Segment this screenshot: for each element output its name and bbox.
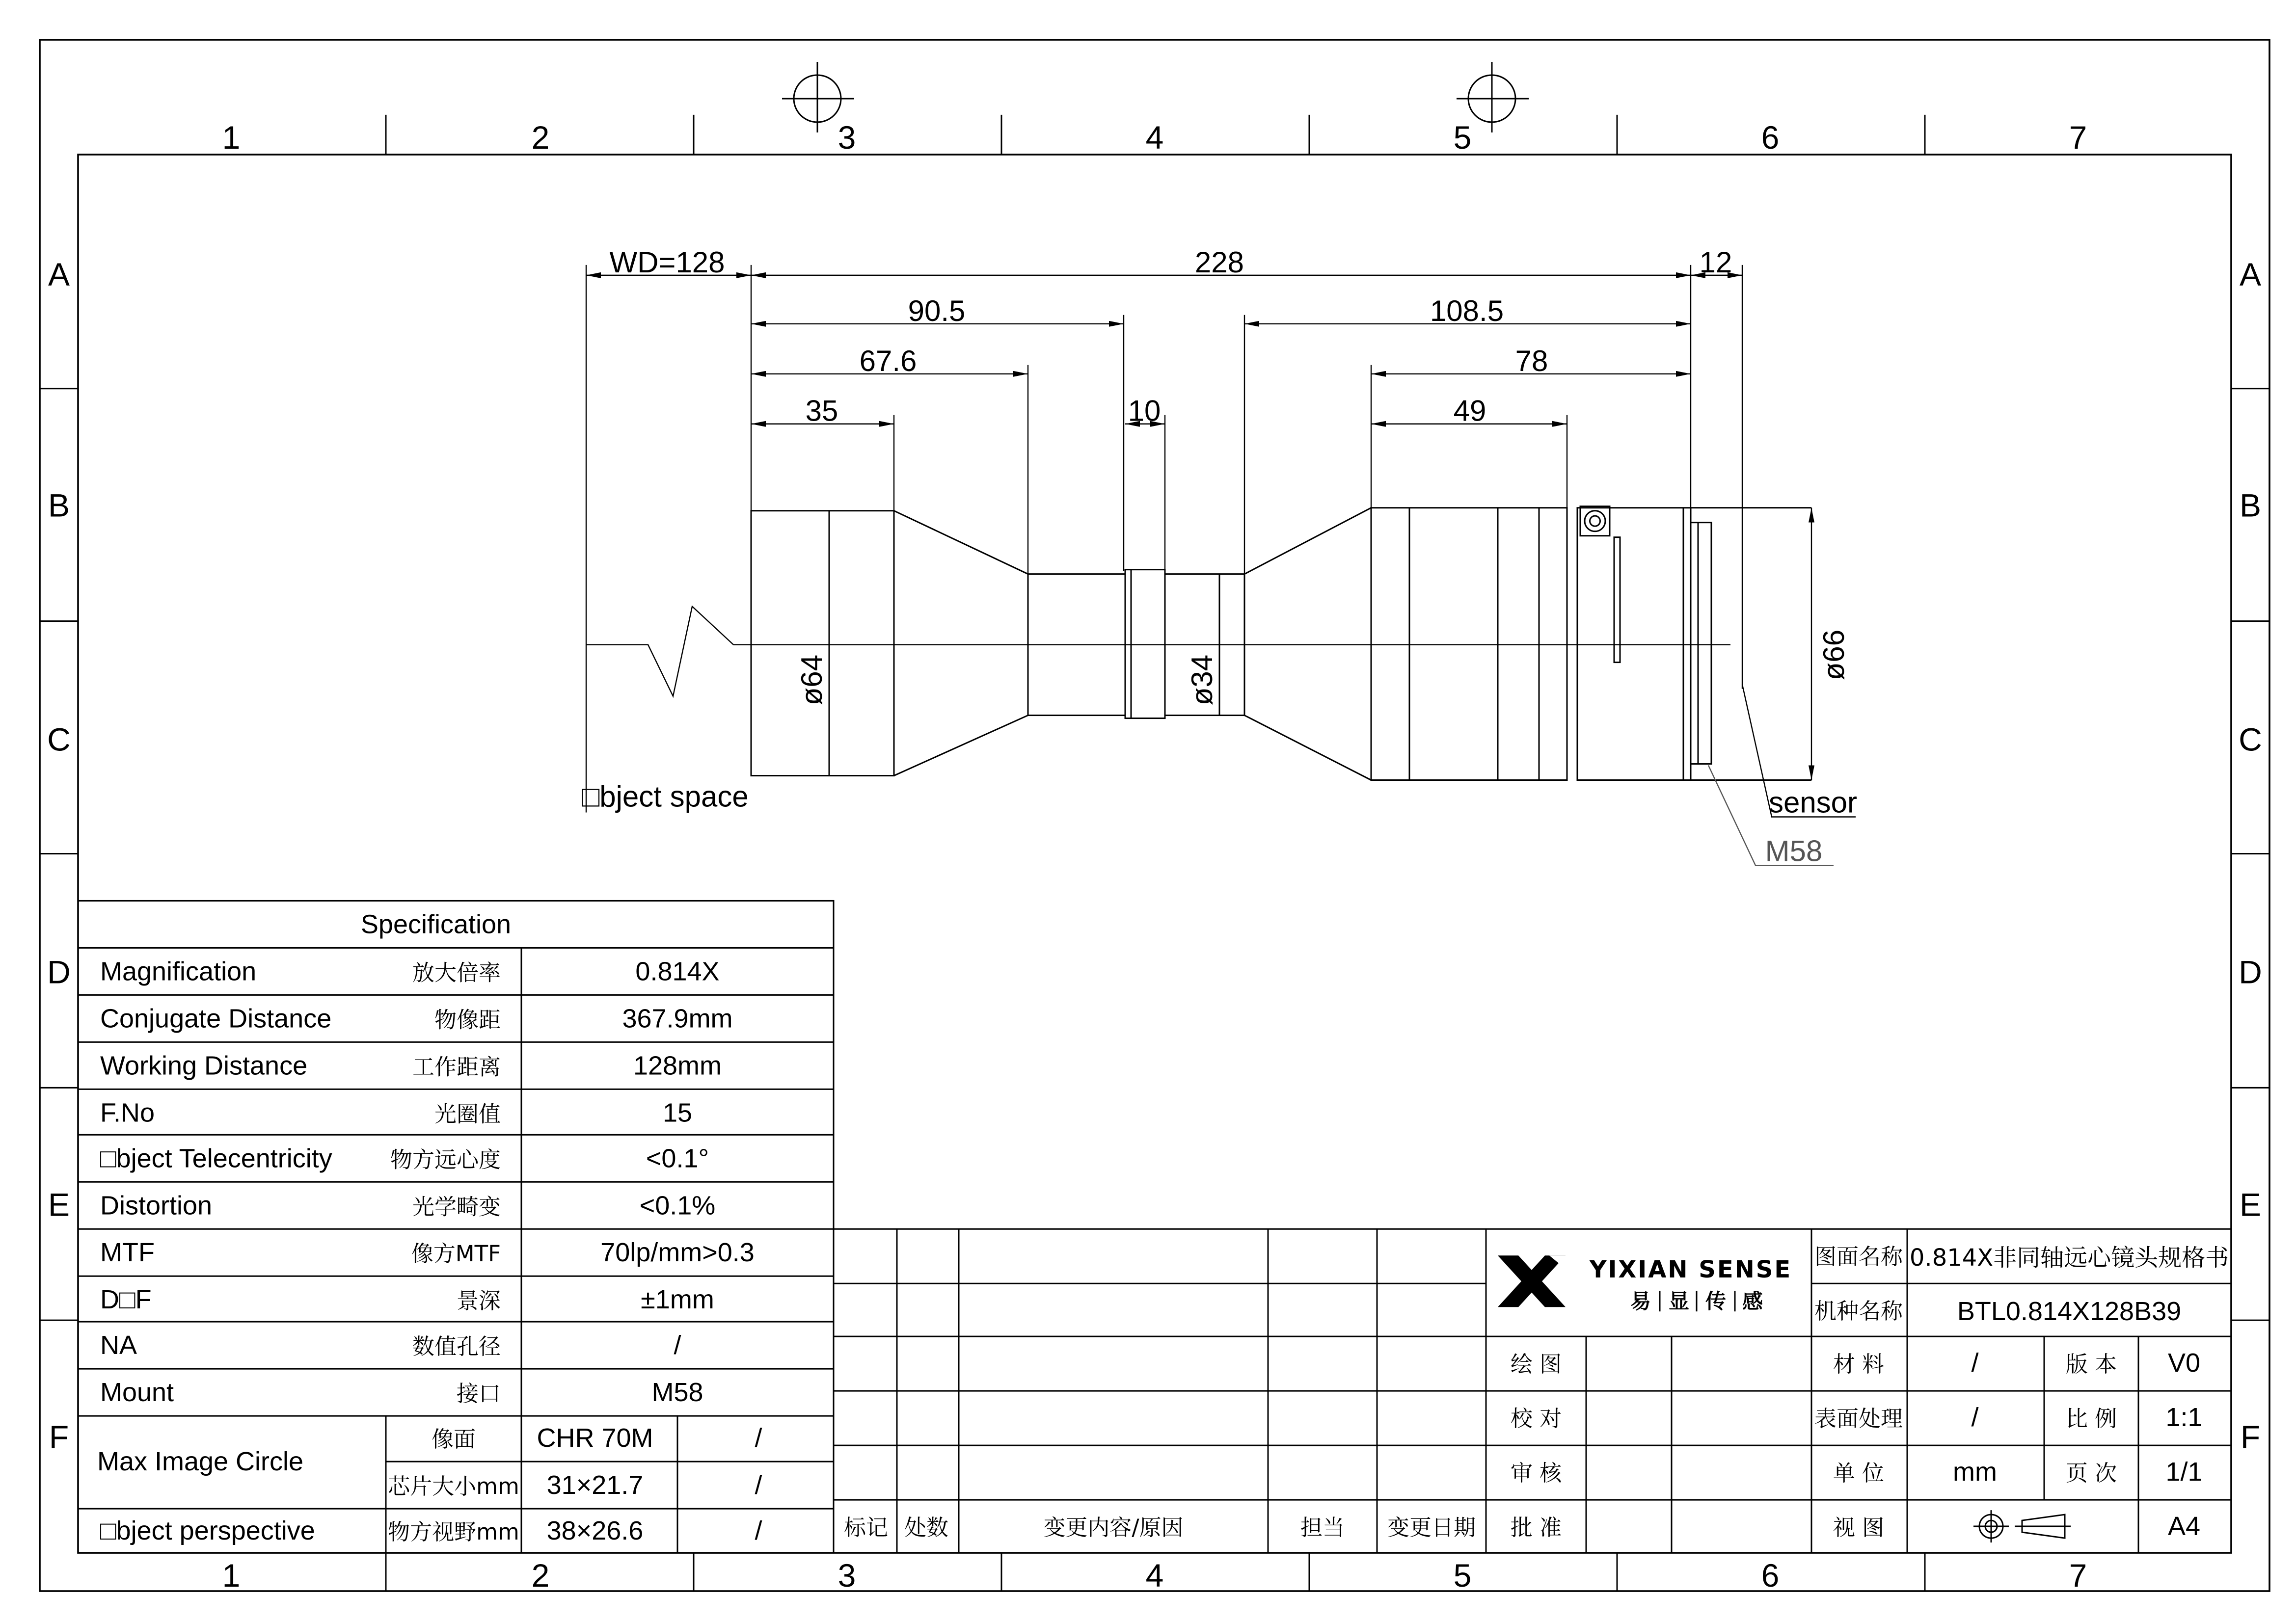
- column-label: 2: [531, 1557, 550, 1594]
- specification-title: Specification: [360, 909, 512, 939]
- spec-label: Max Image Circle: [97, 1447, 304, 1477]
- logo-char: 显: [1669, 1289, 1689, 1314]
- dimension-front-to-tube: 67.6: [859, 344, 917, 377]
- spec-value: 70lp/mm>0.3: [600, 1238, 755, 1268]
- spec-sublabel-cn: 物方视野mm: [388, 1519, 519, 1545]
- spec-label-cn: 物像距: [434, 1007, 501, 1033]
- spec-label-cn: 物方远心度: [390, 1146, 501, 1173]
- spec-label-cn: 景深: [457, 1288, 501, 1314]
- field-value-scale: 1:1: [2165, 1403, 2203, 1433]
- field-label-version: 版 本: [2065, 1351, 2117, 1378]
- mount-thread-label: M58: [1765, 834, 1823, 868]
- spec-label-cn: 光圈值: [434, 1101, 501, 1127]
- spec-label: F.No: [100, 1098, 155, 1128]
- field-value-material: /: [1971, 1348, 1979, 1378]
- spec-label: Mount: [100, 1378, 174, 1408]
- spec-value: 15: [662, 1098, 693, 1128]
- logo-char: 传: [1705, 1289, 1726, 1314]
- field-label-surface: 表面处理: [1814, 1406, 1903, 1432]
- spec-value: M58: [651, 1378, 703, 1408]
- spec-label: Working Distance: [100, 1051, 308, 1081]
- column-label: 1: [222, 119, 241, 156]
- dimension-rear-to-mount: 78: [1515, 344, 1548, 377]
- drawing-name-label: 图面名称: [1814, 1244, 1903, 1270]
- column-label: 7: [2069, 119, 2087, 156]
- revision-header-content: 变更内容/原因: [1043, 1515, 1184, 1541]
- field-value-surface: /: [1971, 1403, 1979, 1433]
- field-label-view: 视 图: [1833, 1515, 1885, 1541]
- spec-value: 128mm: [633, 1051, 722, 1081]
- row-label: E: [48, 1186, 70, 1223]
- dimension-ring-width: 10: [1128, 394, 1161, 427]
- column-label: 1: [222, 1557, 241, 1594]
- field-label-unit: 单 位: [1833, 1460, 1885, 1487]
- row-label: F: [49, 1419, 69, 1456]
- revision-header-owner: 担当: [1300, 1515, 1345, 1541]
- row-label: A: [2239, 256, 2262, 292]
- column-label: 3: [837, 119, 856, 156]
- logo-char: 易: [1630, 1289, 1651, 1314]
- model-number: BTL0.814X128B39: [1957, 1297, 2182, 1327]
- field-value-page: 1/1: [2165, 1457, 2203, 1487]
- spec-label-cn: 工作距离: [412, 1054, 501, 1080]
- column-label: 5: [1453, 1557, 1472, 1594]
- dimension-sensor-offset: 12: [1699, 245, 1732, 279]
- column-label: 4: [1145, 1557, 1164, 1594]
- spec-value-extra: /: [755, 1423, 762, 1453]
- field-label-page: 页 次: [2065, 1460, 2117, 1487]
- row-label: E: [2239, 1186, 2262, 1223]
- spec-label: Magnification: [100, 957, 257, 986]
- row-label: D: [47, 954, 71, 990]
- field-value-unit: mm: [1953, 1457, 1997, 1487]
- spec-label: □bject Telecentricity: [100, 1143, 332, 1173]
- signature-label-checked: 校 对: [1510, 1406, 1562, 1432]
- dimension-rear-barrel: 49: [1453, 394, 1486, 427]
- column-label: 3: [837, 1557, 856, 1594]
- spec-value-extra: /: [755, 1516, 762, 1546]
- dimension-rear-section: 108.5: [1430, 294, 1504, 327]
- spec-value-extra: /: [755, 1470, 762, 1500]
- field-label-scale: 比 例: [2065, 1406, 2117, 1432]
- dimension-total-length: 228: [1194, 245, 1244, 279]
- revision-header-count: 处数: [904, 1515, 948, 1541]
- spec-label: □bject perspective: [100, 1516, 315, 1546]
- revision-header-date: 变更日期: [1387, 1515, 1476, 1541]
- row-label: F: [2240, 1419, 2261, 1456]
- signature-label-reviewed: 审 核: [1510, 1460, 1562, 1487]
- dimension-waist-diameter: ø34: [1185, 654, 1219, 706]
- signature-label-drawn: 绘 图: [1510, 1351, 1562, 1378]
- spec-value: <0.1°: [646, 1143, 709, 1173]
- dimension-front-diameter: ø64: [795, 654, 829, 706]
- spec-value: CHR 70M: [537, 1423, 653, 1453]
- dimension-front-to-ring: 90.5: [908, 294, 966, 327]
- spec-value: 31×21.7: [546, 1470, 644, 1500]
- spec-label-cn: 像方MTF: [411, 1241, 501, 1267]
- spec-label: Conjugate Distance: [100, 1004, 332, 1034]
- field-label-material: 材 料: [1833, 1351, 1885, 1378]
- row-label: B: [48, 487, 70, 524]
- spec-label: MTF: [100, 1238, 155, 1268]
- logo-wordmark: YIXIAN SENSE: [1589, 1256, 1792, 1284]
- spec-label: Distortion: [100, 1191, 213, 1221]
- spec-value: <0.1%: [639, 1191, 716, 1221]
- column-label: 6: [1761, 119, 1780, 156]
- spec-value: 38×26.6: [546, 1516, 644, 1546]
- drawing-name: 0.814X非同轴远心镜头规格书: [1909, 1244, 2229, 1272]
- field-value-version: V0: [2167, 1348, 2201, 1378]
- row-label: C: [2239, 721, 2262, 758]
- spec-value: /: [674, 1330, 681, 1360]
- spec-sublabel-cn: 芯片大小mm: [388, 1473, 519, 1500]
- row-label: A: [48, 256, 70, 292]
- column-label: 4: [1145, 119, 1164, 156]
- spec-value: 0.814X: [635, 957, 720, 986]
- dimension-front-barrel: 35: [805, 394, 838, 427]
- object-space-label: □bject space: [582, 780, 749, 813]
- field-value-sheet-size: A4: [2167, 1512, 2201, 1542]
- spec-label-cn: 接口: [457, 1381, 501, 1407]
- spec-value: ±1mm: [641, 1285, 714, 1315]
- spec-label-cn: 数值孔径: [412, 1333, 501, 1360]
- spec-value: 367.9mm: [622, 1004, 733, 1034]
- sensor-label: sensor: [1768, 786, 1858, 819]
- model-label: 机种名称: [1814, 1298, 1903, 1325]
- row-label: C: [47, 721, 71, 758]
- revision-header-mark: 标记: [844, 1515, 888, 1541]
- spec-label-cn: 光学畸变: [412, 1194, 501, 1220]
- logo-char: 感: [1742, 1289, 1763, 1314]
- spec-label: D□F: [100, 1285, 152, 1315]
- spec-label: NA: [100, 1330, 137, 1360]
- spec-sublabel-cn: 像面: [432, 1426, 476, 1453]
- row-label: B: [2239, 487, 2262, 524]
- column-label: 7: [2069, 1557, 2087, 1594]
- row-label: D: [2239, 954, 2262, 990]
- spec-label-cn: 放大倍率: [412, 959, 501, 986]
- dimension-rear-diameter: ø66: [1817, 629, 1851, 681]
- column-label: 6: [1761, 1557, 1780, 1594]
- dimension-working-distance: WD=128: [609, 245, 725, 279]
- column-label: 2: [531, 119, 550, 156]
- column-label: 5: [1453, 119, 1472, 156]
- signature-label-approved: 批 准: [1510, 1515, 1562, 1541]
